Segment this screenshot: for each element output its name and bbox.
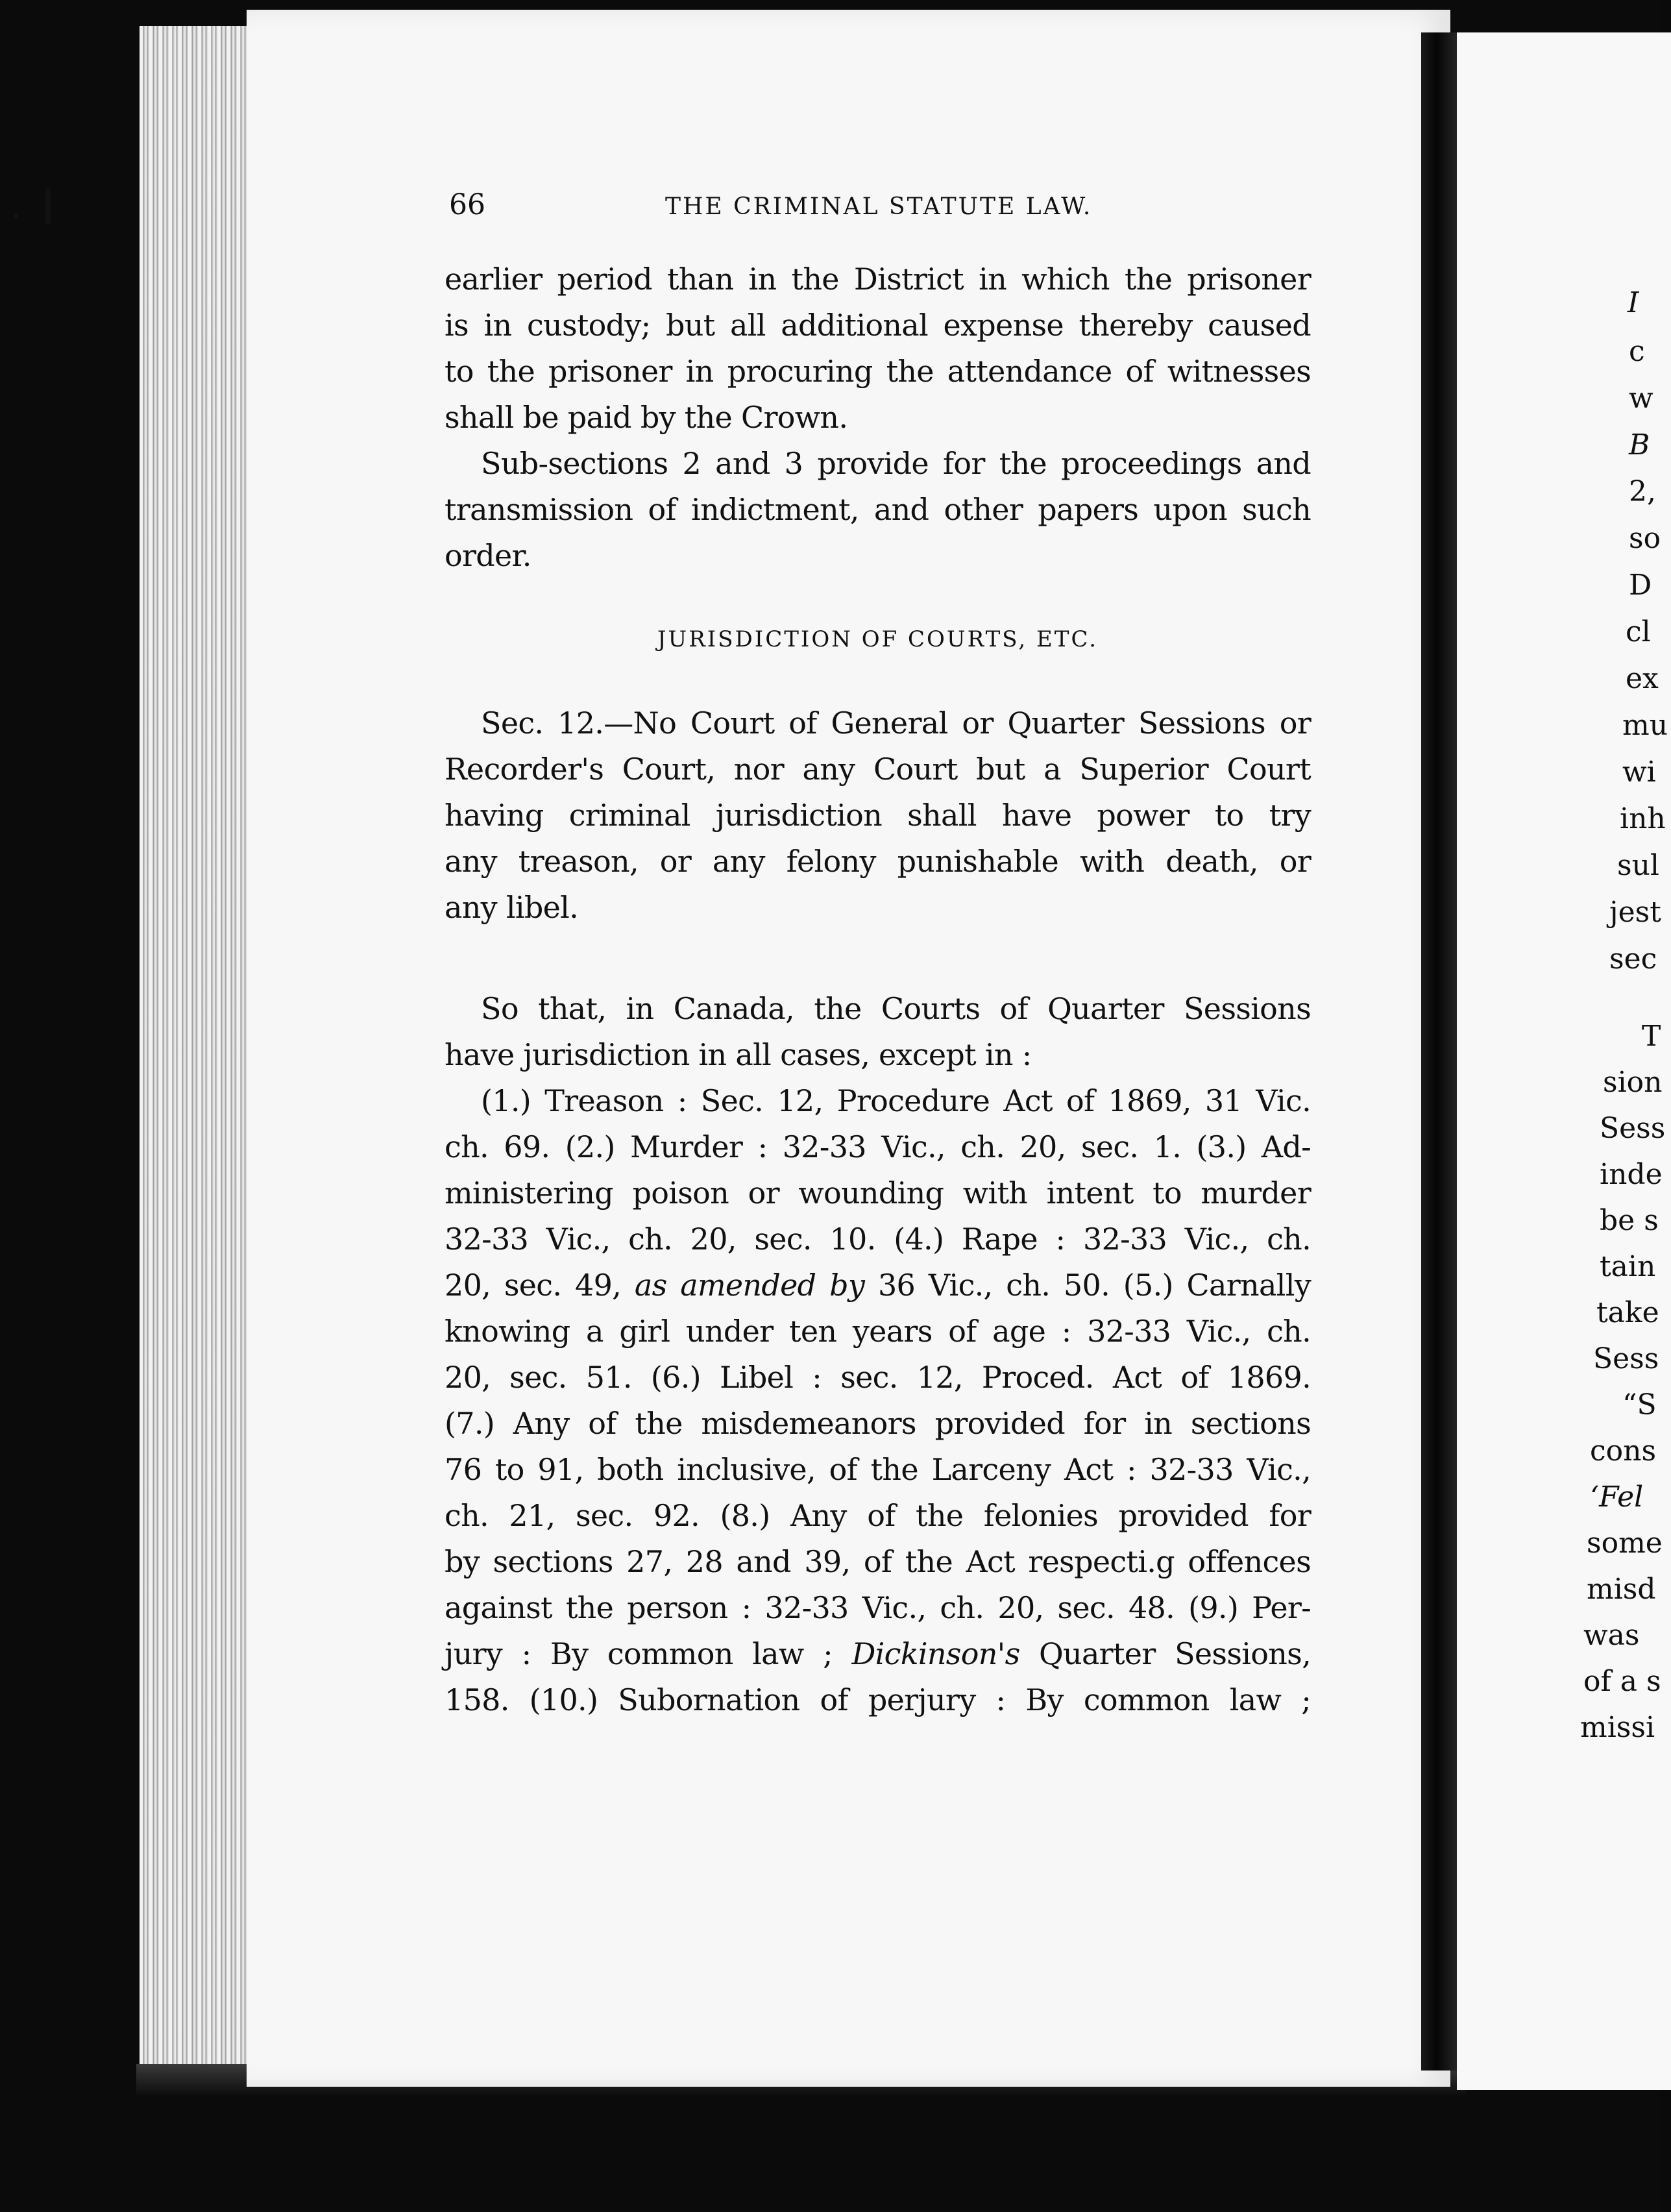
facing-page-fragment: “S bbox=[1622, 1388, 1657, 1421]
facing-page-fragment: Sess bbox=[1593, 1342, 1659, 1375]
spacer bbox=[445, 931, 1311, 986]
text-line: 158. (10.) Subornation of perjury : By common law ; bbox=[445, 1682, 1311, 1717]
facing-page-fragment: inh bbox=[1620, 802, 1666, 835]
facing-page-fragment: c bbox=[1629, 335, 1645, 368]
facing-page-fragment: be s bbox=[1600, 1204, 1659, 1237]
facing-page-fragment: I bbox=[1628, 286, 1639, 319]
text-line: So that, in Canada, the Courts of Quarter Sessions bbox=[481, 991, 1311, 1026]
text-line: Sec. 12.—No Court of General or Quarter Sessions or bbox=[481, 706, 1311, 741]
text-line: have jurisdiction in all cases, except in : bbox=[445, 1037, 1032, 1072]
facing-page-fragment: cl bbox=[1626, 615, 1651, 648]
text-line: 20, sec. 51. (6.) Libel : sec. 12, Proced. Act of 1869. bbox=[445, 1360, 1311, 1395]
section-heading: JURISDICTION OF COURTS, ETC. bbox=[657, 626, 1099, 652]
facing-page-fragment: mu bbox=[1622, 709, 1668, 742]
facing-page-fragment: D bbox=[1629, 569, 1652, 602]
facing-page-fragment: T bbox=[1642, 1020, 1661, 1053]
italic-run: Dickinson's bbox=[851, 1636, 1020, 1671]
text-line: ministering poison or wounding with intent to murder bbox=[445, 1175, 1311, 1210]
text-run: 36 Vic., ch. 50. (5.) Carnally bbox=[864, 1268, 1311, 1303]
text-line: is in custody; but all additional expense thereby caused bbox=[445, 308, 1311, 343]
text-run: jury : By common law ; bbox=[445, 1636, 852, 1671]
facing-page-fragment: sec bbox=[1609, 942, 1657, 976]
text-line: having criminal jurisdiction shall have power to try bbox=[445, 798, 1311, 833]
facing-page-fragment: sul bbox=[1617, 849, 1659, 882]
scan-speck bbox=[45, 188, 51, 224]
facing-page-fragment: sion bbox=[1603, 1066, 1663, 1099]
facing-page-fragment: misd bbox=[1587, 1573, 1656, 1606]
facing-page-fragment: Sess bbox=[1600, 1112, 1666, 1145]
text-line: order. bbox=[445, 538, 531, 573]
facing-page-fragment: inde bbox=[1600, 1158, 1663, 1191]
facing-page-fragment: ex bbox=[1626, 662, 1659, 695]
facing-page-fragment: 2, bbox=[1629, 475, 1656, 508]
page-body bbox=[445, 256, 1311, 1723]
facing-page-fragment: w bbox=[1629, 382, 1653, 415]
facing-page-fragment: ‘Fel bbox=[1590, 1481, 1644, 1514]
facing-page-fragment: some bbox=[1587, 1527, 1663, 1560]
text-line: (1.) Treason : Sec. 12, Procedure Act of 1869, 31 Vic. bbox=[481, 1083, 1311, 1118]
running-head: THE CRIMINAL STATUTE LAW. bbox=[665, 193, 1093, 220]
text-line: ch. 21, sec. 92. (8.) Any of the felonies provided for bbox=[445, 1498, 1311, 1533]
facing-page-fragment: tain bbox=[1600, 1250, 1656, 1283]
page-number: 66 bbox=[449, 188, 485, 221]
facing-page-fragment: was bbox=[1583, 1619, 1640, 1652]
text-line: 32-33 Vic., ch. 20, sec. 10. (4.) Rape : 32-33 Vic., ch. bbox=[445, 1222, 1311, 1257]
book-gutter bbox=[1421, 32, 1460, 2071]
page-edge-stack bbox=[140, 26, 256, 2090]
text-line: knowing a girl under ten years of age : 32-33 Vic., ch. bbox=[445, 1314, 1311, 1349]
facing-page-fragment: take bbox=[1596, 1296, 1659, 1329]
text-line: any libel. bbox=[445, 890, 579, 925]
text-line: shall be paid by the Crown. bbox=[445, 400, 848, 435]
text-run: Quarter Sessions, bbox=[1019, 1636, 1311, 1671]
text-line: earlier period than in the District in which the prisoner bbox=[445, 262, 1311, 297]
facing-page-fragment: B bbox=[1629, 428, 1650, 461]
facing-page-fragment: cons bbox=[1590, 1434, 1657, 1468]
text-line: ch. 69. (2.) Murder : 32-33 Vic., ch. 20, sec. 1. (3.) Ad- bbox=[445, 1129, 1311, 1164]
italic-run: as amended by bbox=[634, 1268, 865, 1303]
text-line: transmission of indictment, and other papers upon such bbox=[445, 492, 1311, 527]
facing-page-fragment: jest bbox=[1609, 896, 1661, 929]
text-line bbox=[445, 1631, 1311, 1677]
text-run: 20, sec. 49, bbox=[445, 1268, 635, 1303]
facing-page-fragment: wi bbox=[1622, 756, 1656, 789]
text-line: any treason, or any felony punishable with death, or bbox=[445, 844, 1311, 879]
text-line: against the person : 32-33 Vic., ch. 20, sec. 48. (9.) Per- bbox=[445, 1590, 1311, 1625]
text-line: (7.) Any of the misdemeanors provided for in sections bbox=[445, 1406, 1311, 1441]
text-line: by sections 27, 28 and 39, of the Act respecti.g offences bbox=[445, 1544, 1311, 1579]
facing-page-fragment: of a s bbox=[1583, 1665, 1661, 1698]
facing-page-fragment: so bbox=[1629, 522, 1661, 555]
facing-page-fragment: missi bbox=[1580, 1711, 1655, 1744]
spacer bbox=[445, 579, 1311, 617]
text-line: 76 to 91, both inclusive, of the Larceny Act : 32-33 Vic., bbox=[445, 1452, 1311, 1487]
text-line: to the prisoner in procuring the attendance of witnesses bbox=[445, 354, 1311, 389]
text-line: Recorder's Court, nor any Court but a Superior Court bbox=[445, 752, 1311, 787]
spacer bbox=[445, 663, 1311, 700]
scan-speck bbox=[14, 214, 18, 218]
text-line: Sub-sections 2 and 3 provide for the proceedings and bbox=[481, 446, 1311, 481]
text-line bbox=[445, 1262, 1311, 1309]
